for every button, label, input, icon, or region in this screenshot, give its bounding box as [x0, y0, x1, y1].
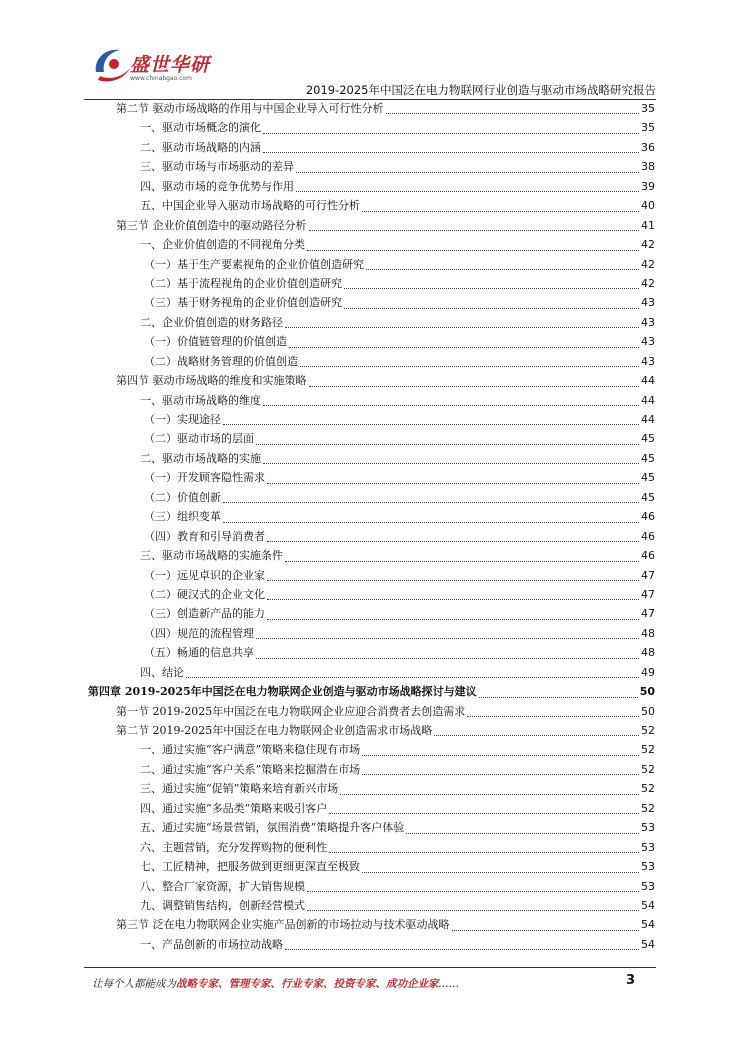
toc-leader-dots — [362, 773, 639, 775]
toc-entry-title: （二）基于流程视角的企业价值创造研究 — [144, 276, 342, 290]
toc-entry-page: 46 — [641, 529, 655, 543]
toc-entry-title: 三、通过实施“促销”策略来培育新兴市场 — [140, 782, 339, 796]
toc-entry-page: 46 — [641, 549, 655, 563]
toc-entry-title: 四、结论 — [140, 665, 184, 679]
toc-entry-page: 52 — [641, 762, 655, 776]
toc-entry-page: 49 — [641, 665, 655, 679]
toc-entry[interactable] — [88, 275, 655, 294]
toc-entry-page: 42 — [641, 257, 655, 271]
toc-entry[interactable] — [88, 489, 655, 508]
toc-entry-title: 四、通过实施“多品类”策略来吸引客户 — [140, 801, 328, 815]
toc-entry[interactable] — [88, 217, 655, 236]
toc-entry-page: 45 — [641, 432, 655, 446]
toc-entry[interactable] — [88, 761, 655, 780]
toc-entry-page: 53 — [641, 840, 655, 854]
toc-leader-dots — [307, 249, 639, 251]
toc-entry[interactable] — [88, 800, 655, 819]
toc-entry[interactable] — [88, 625, 655, 644]
toc-leader-dots — [340, 793, 639, 795]
toc-entry-title: （四）教育和引导消费者 — [144, 529, 265, 543]
toc-leader-dots — [309, 385, 640, 387]
company-logo — [90, 40, 220, 94]
toc-leader-dots — [223, 501, 639, 503]
toc-entry[interactable] — [88, 878, 655, 897]
toc-entry[interactable] — [88, 567, 655, 586]
toc-leader-dots — [307, 909, 639, 911]
toc-entry[interactable] — [88, 780, 655, 799]
toc-leader-dots — [223, 423, 639, 425]
toc-entry-title: 五、通过实施“场景营销，氛围消费”策略提升客户体验 — [140, 821, 405, 835]
toc-entry-title: （二）驱动市场的层面 — [144, 432, 254, 446]
toc-entry-page: 38 — [641, 160, 655, 174]
toc-leader-dots — [267, 540, 639, 542]
toc-entry[interactable] — [88, 644, 655, 663]
toc-entry-title: （三）创造新产品的能力 — [144, 607, 265, 621]
toc-entry[interactable] — [88, 528, 655, 547]
toc-entry-title: 九、调整销售结构，创新经营模式 — [140, 898, 305, 912]
toc-entry[interactable] — [88, 314, 655, 333]
toc-entry-title: 第二节 驱动市场战略的作用与中国企业导入可行性分析 — [116, 102, 384, 115]
toc-entry-page: 53 — [641, 879, 655, 893]
toc-leader-dots — [186, 676, 639, 678]
toc-entry-title: 三、驱动市场与市场驱动的差异 — [140, 160, 294, 174]
toc-entry-page: 40 — [641, 199, 655, 213]
toc-entry-page: 42 — [641, 238, 655, 252]
toc-entry-title: （一）基于生产要素视角的企业价值创造研究 — [144, 257, 364, 271]
toc-entry-title: （五）畅通的信息共享 — [144, 646, 254, 660]
toc-leader-dots — [267, 598, 639, 600]
toc-entry-title: （四）规范的流程管理 — [144, 626, 254, 640]
toc-entry-page: 54 — [641, 898, 655, 912]
toc-entry-page: 44 — [641, 374, 655, 388]
footer-suffix: …… — [438, 978, 460, 990]
toc-entry-page: 50 — [639, 685, 655, 699]
toc-entry-title: 第三节 企业价值创造中的驱动路径分析 — [116, 218, 307, 232]
toc-entry-title: （二）战略财务管理的价值创造 — [144, 354, 298, 368]
toc-leader-dots — [256, 637, 639, 639]
toc-entry[interactable] — [88, 256, 655, 275]
toc-entry[interactable] — [88, 411, 655, 430]
toc-entry-page: 54 — [641, 937, 655, 951]
toc-entry-page: 39 — [641, 179, 655, 193]
toc-leader-dots — [329, 812, 639, 814]
toc-entry-title: 一、驱动市场概念的演化 — [140, 121, 261, 135]
toc-entry-title: 三、驱动市场战略的实施条件 — [140, 549, 283, 563]
report-title: 2019-2025年中国泛在电力物联网行业创造与驱动市场战略研究报告 — [305, 83, 656, 97]
toc-entry[interactable] — [88, 741, 655, 760]
toc-entry-title: 第二节 2019-2025年中国泛在电力物联网企业创造需求市场战略 — [116, 724, 433, 737]
toc-leader-dots — [267, 579, 639, 581]
toc-entry-page: 47 — [641, 568, 655, 582]
toc-entry[interactable] — [88, 586, 655, 605]
toc-entry-page: 48 — [641, 646, 655, 660]
toc-leader-dots — [479, 696, 638, 698]
toc-entry-title: 四、驱动市场的竞争优势与作用 — [140, 179, 294, 193]
toc-leader-dots — [267, 618, 639, 620]
toc-entry-page: 43 — [641, 296, 655, 310]
toc-leader-dots — [285, 560, 639, 562]
toc-entry-page: 42 — [641, 276, 655, 290]
toc-leader-dots — [263, 151, 639, 153]
toc-entry[interactable] — [88, 547, 655, 566]
toc-leader-dots — [267, 482, 639, 484]
toc-entry-title: 一、产品创新的市场拉动战略 — [140, 937, 283, 951]
toc-entry[interactable] — [88, 819, 655, 838]
toc-entry-page: 52 — [641, 782, 655, 796]
toc-entry-title: 第一节 2019-2025年中国泛在电力物联网企业应迎合消费者去创造需求 — [116, 704, 466, 718]
toc-leader-dots — [223, 521, 639, 523]
toc-entry-page: 43 — [641, 315, 655, 329]
toc-entry-page: 44 — [641, 413, 655, 426]
page-header — [84, 40, 656, 98]
toc-entry[interactable] — [88, 605, 655, 624]
toc-leader-dots — [289, 346, 639, 348]
toc-entry[interactable] — [88, 722, 655, 741]
toc-entry-title: 二、企业价值创造的财务路径 — [140, 315, 283, 329]
toc-entry-page: 47 — [641, 607, 655, 621]
toc-entry[interactable] — [88, 430, 655, 449]
toc-entry[interactable] — [88, 294, 655, 313]
toc-entry-page: 43 — [641, 354, 655, 368]
toc-leader-dots — [263, 404, 639, 406]
toc-leader-dots — [296, 190, 639, 192]
toc-entry-page: 48 — [641, 626, 655, 640]
toc-entry-page: 46 — [641, 510, 655, 524]
footer-slogan — [92, 976, 460, 991]
toc-leader-dots — [300, 365, 639, 367]
footer-divider — [84, 967, 656, 968]
toc-entry-page: 53 — [641, 860, 655, 874]
toc-entry-title: 第四节 驱动市场战略的维度和实施策略 — [116, 374, 307, 388]
toc-entry[interactable] — [88, 139, 655, 158]
toc-entry[interactable] — [88, 703, 655, 722]
toc-entry-title: 二、驱动市场战略的内涵 — [140, 140, 261, 154]
toc-leader-dots — [309, 229, 640, 231]
toc-entry-page: 45 — [641, 471, 655, 485]
toc-entry[interactable] — [88, 392, 655, 411]
toc-entry-page: 44 — [641, 393, 655, 407]
toc-entry-title: （三）基于财务视角的企业价值创造研究 — [144, 296, 342, 310]
toc-entry-title: 第四章 2019-2025年中国泛在电力物联网企业创造与驱动市场战略探讨与建议 — [88, 685, 477, 699]
toc-entry-title: 二、驱动市场战略的实施 — [140, 451, 261, 465]
toc-entry-page: 43 — [641, 335, 655, 349]
toc-leader-dots — [329, 851, 639, 853]
toc-entry[interactable] — [88, 664, 655, 683]
footer-highlight: 战略专家、管理专家、行业专家、投资专家、成功企业家 — [176, 978, 439, 990]
toc-entry-title: 五、中国企业导入驱动市场战略的可行性分析 — [140, 199, 360, 213]
toc-entry-title: （三）组织变革 — [144, 510, 221, 524]
toc-entry-page: 54 — [641, 918, 655, 932]
toc-entry-page: 35 — [641, 121, 655, 135]
toc-entry-title: 第三节 泛在电力物联网企业实施产品创新的市场拉动与技术驱动战略 — [116, 918, 450, 932]
logo-text: 盛世华研 — [130, 54, 211, 76]
toc-entry[interactable] — [88, 119, 655, 138]
toc-leader-dots — [467, 715, 639, 717]
toc-entry-title: 一、驱动市场战略的维度 — [140, 393, 261, 407]
toc-leader-dots — [285, 326, 639, 328]
toc-entry[interactable] — [88, 100, 655, 119]
logo-url: www.chinabgao.com — [130, 75, 192, 82]
toc-leader-dots — [296, 171, 639, 173]
toc-leader-dots — [263, 132, 639, 134]
toc-entry-page: 41 — [641, 218, 655, 232]
toc-leader-dots — [362, 210, 639, 212]
toc-entry-page: 50 — [641, 704, 655, 718]
toc-entry[interactable] — [88, 897, 655, 916]
toc-entry-page: 52 — [641, 724, 655, 737]
toc-entry[interactable] — [88, 236, 655, 255]
toc-entry-title: （一）远见卓识的企业家 — [144, 568, 265, 582]
toc-entry[interactable] — [88, 178, 655, 197]
toc-leader-dots — [406, 832, 639, 834]
toc-entry-page: 45 — [641, 451, 655, 465]
toc-entry-title: 七、工匠精神，把服务做到更细更深直至极致 — [140, 860, 360, 874]
toc-entry-title: （一）开发顾客隐性需求 — [144, 471, 265, 485]
toc-entry[interactable] — [88, 450, 655, 469]
toc-entry-page: 36 — [641, 140, 655, 154]
toc-entry-title: 六、主题营销，充分发挥购物的便利性 — [140, 840, 327, 854]
toc-leader-dots — [362, 871, 639, 873]
logo-swoosh-icon — [90, 42, 134, 86]
toc-entry-page: 45 — [641, 490, 655, 504]
toc-entry[interactable] — [88, 158, 655, 177]
toc-entry[interactable] — [88, 197, 655, 216]
table-of-contents — [88, 100, 655, 955]
toc-entry-title: （一）实现途径 — [144, 413, 221, 426]
toc-entry-title: 八、整合厂家资源，扩大销售规模 — [140, 879, 305, 893]
toc-entry[interactable] — [88, 839, 655, 858]
toc-leader-dots — [256, 443, 639, 445]
page-number: 3 — [626, 973, 636, 988]
toc-entry-title: 一、通过实施“客户满意”策略来稳住现有市场 — [140, 743, 361, 757]
toc-leader-dots — [344, 287, 639, 289]
toc-leader-dots — [362, 754, 639, 756]
toc-leader-dots — [285, 948, 639, 950]
toc-entry-page: 53 — [641, 821, 655, 835]
toc-entry[interactable] — [88, 858, 655, 877]
toc-entry-title: （二）价值创新 — [144, 490, 221, 504]
toc-entry[interactable] — [88, 353, 655, 372]
toc-leader-dots — [434, 734, 639, 736]
toc-leader-dots — [366, 268, 639, 270]
toc-entry[interactable] — [88, 508, 655, 527]
toc-entry-page: 52 — [641, 801, 655, 815]
toc-entry[interactable] — [88, 683, 655, 702]
toc-entry[interactable] — [88, 469, 655, 488]
toc-leader-dots — [307, 890, 639, 892]
toc-entry[interactable] — [88, 333, 655, 352]
footer-prefix: 让每个人都能成为 — [92, 978, 176, 990]
toc-entry[interactable] — [88, 372, 655, 391]
toc-entry-title: 一、企业价值创造的不同视角分类 — [140, 238, 305, 252]
toc-leader-dots — [344, 307, 639, 309]
toc-entry-page: 52 — [641, 743, 655, 757]
toc-entry-page: 35 — [641, 102, 655, 115]
toc-entry-page: 47 — [641, 587, 655, 601]
toc-entry-title: （一）价值链管理的价值创造 — [144, 335, 287, 349]
toc-entry-title: 二、通过实施“客户关系”策略来挖掘潜在市场 — [140, 762, 361, 776]
toc-leader-dots — [263, 462, 639, 464]
toc-leader-dots — [452, 929, 640, 931]
toc-leader-dots — [256, 657, 639, 659]
toc-leader-dots — [386, 112, 640, 114]
toc-entry[interactable] — [88, 936, 655, 955]
toc-entry-title: （二）硬汉式的企业文化 — [144, 587, 265, 601]
toc-entry[interactable] — [88, 916, 655, 935]
